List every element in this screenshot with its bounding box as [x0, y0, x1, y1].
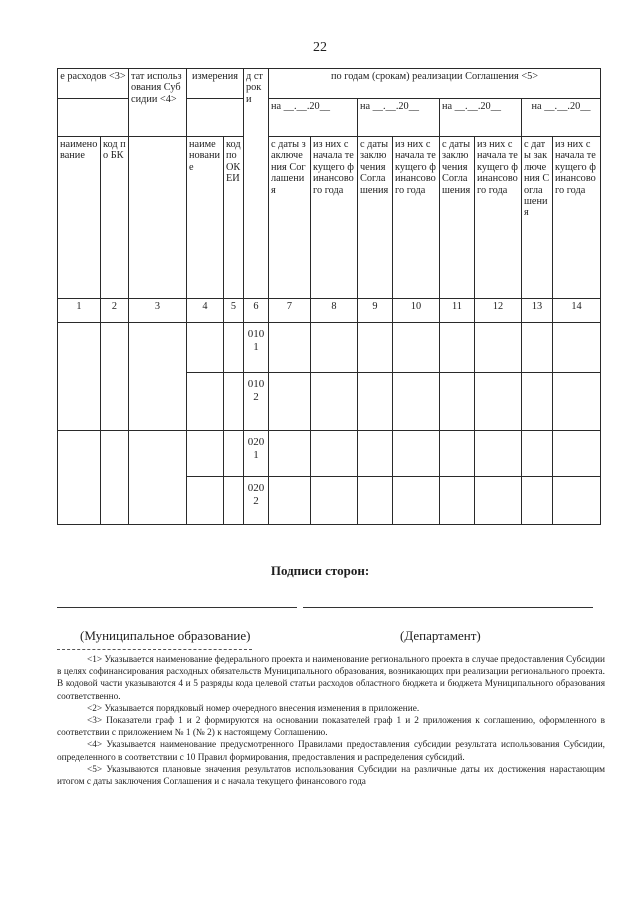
header-name: наименование	[58, 137, 101, 299]
header-from-agreement: с даты заключения Соглашения	[522, 137, 553, 299]
header-bk-code: код по БК	[101, 137, 129, 299]
column-number: 9	[358, 299, 393, 323]
header-from-agreement: с даты заключения Соглашения	[358, 137, 393, 299]
footnote-4: <4> Указывается наименование предусмотренного Правилами предоставления субсидии результата использования Субсидии, определенного в соответствии с 10 Правил формирования, предоставления и распределения субсидий.	[57, 740, 605, 763]
header-period-4: на __.__.20__	[522, 99, 601, 137]
header-line-code: д строки	[244, 69, 269, 299]
footnote-2: <2> Указывается порядковый номер очередного внесения изменения в приложение.	[87, 703, 420, 714]
footnote-5: <5> Указываются плановые значения результатов использования Субсидии на различные даты их достижения нарастающим итогом с даты заключения Соглашения и с начала текущего финансового года	[57, 764, 605, 788]
header-okei-code: код по ОКЕИ	[224, 137, 244, 299]
column-number: 1	[58, 299, 101, 323]
table-row	[58, 323, 601, 373]
column-number: 5	[224, 299, 244, 323]
header-measure-blank	[187, 99, 244, 137]
row-code: 0101	[244, 323, 269, 373]
signatures-title: Подписи сторон:	[270, 563, 370, 578]
column-number: 4	[187, 299, 224, 323]
footnote-separator	[57, 649, 252, 650]
header-expense-blank	[58, 99, 129, 137]
header-from-year-start: из них с начала текущего финансового года	[553, 137, 601, 299]
header-from-year-start: из них с начала текущего финансового года	[393, 137, 440, 299]
signature-label-left: (Муниципальное образование)	[80, 628, 251, 643]
footnote-1: <1> Указывается наименование федерального проекта и наименование регионального проекта в случае предоставления Субсидии в целях софинансирования расходных обязательств Муниципального образования, возникающих при реализации регионального проекта. В кодовой части указываются 4 и 5 разряды кода целевой статьи расходов областного бюджета и бюджета Муниципального образования соответственно.	[57, 655, 605, 702]
header-unit-name: наименование	[187, 137, 224, 299]
row-code: 0202	[244, 477, 269, 525]
signature-line-left	[57, 607, 297, 608]
header-from-agreement: с даты заключения Соглашения	[440, 137, 475, 299]
header-result-blank	[129, 137, 187, 299]
footnotes	[57, 654, 605, 788]
row-code: 0102	[244, 373, 269, 431]
column-number: 3	[129, 299, 187, 323]
signature-line-right	[303, 607, 593, 608]
header-from-agreement: с даты заключения Соглашения	[269, 137, 311, 299]
header-result: тат использования Субсидии <4>	[129, 69, 187, 137]
column-number: 14	[553, 299, 601, 323]
column-number: 13	[522, 299, 553, 323]
header-expense-type: е расходов <3>	[58, 69, 129, 99]
column-number: 6	[244, 299, 269, 323]
column-number: 11	[440, 299, 475, 323]
results-table	[57, 68, 601, 525]
column-number: 7	[269, 299, 311, 323]
table-row	[58, 431, 601, 477]
column-number: 8	[311, 299, 358, 323]
row-code: 0201	[244, 431, 269, 477]
header-measure: измерения	[187, 69, 244, 99]
column-number: 10	[393, 299, 440, 323]
header-by-years: по годам (срокам) реализации Соглашения <5>	[269, 69, 601, 99]
page-number: 22	[313, 40, 327, 55]
footnote-3: <3> Показатели граф 1 и 2 формируются на основании показателей граф 1 и 2 приложения к соглашению, оформленного в соответствии с приложением № 1 (№ 2) к настоящему Соглашению.	[57, 716, 605, 739]
header-from-year-start: из них с начала текущего финансового года	[311, 137, 358, 299]
column-number: 2	[101, 299, 129, 323]
header-period-2: на __.__.20__	[358, 99, 440, 137]
header-from-year-start: из них с начала текущего финансового года	[475, 137, 522, 299]
column-number: 12	[475, 299, 522, 323]
header-period-3: на __.__.20__	[440, 99, 522, 137]
signature-label-right: (Департамент)	[400, 628, 481, 643]
header-period-1: на __.__.20__	[269, 99, 358, 137]
